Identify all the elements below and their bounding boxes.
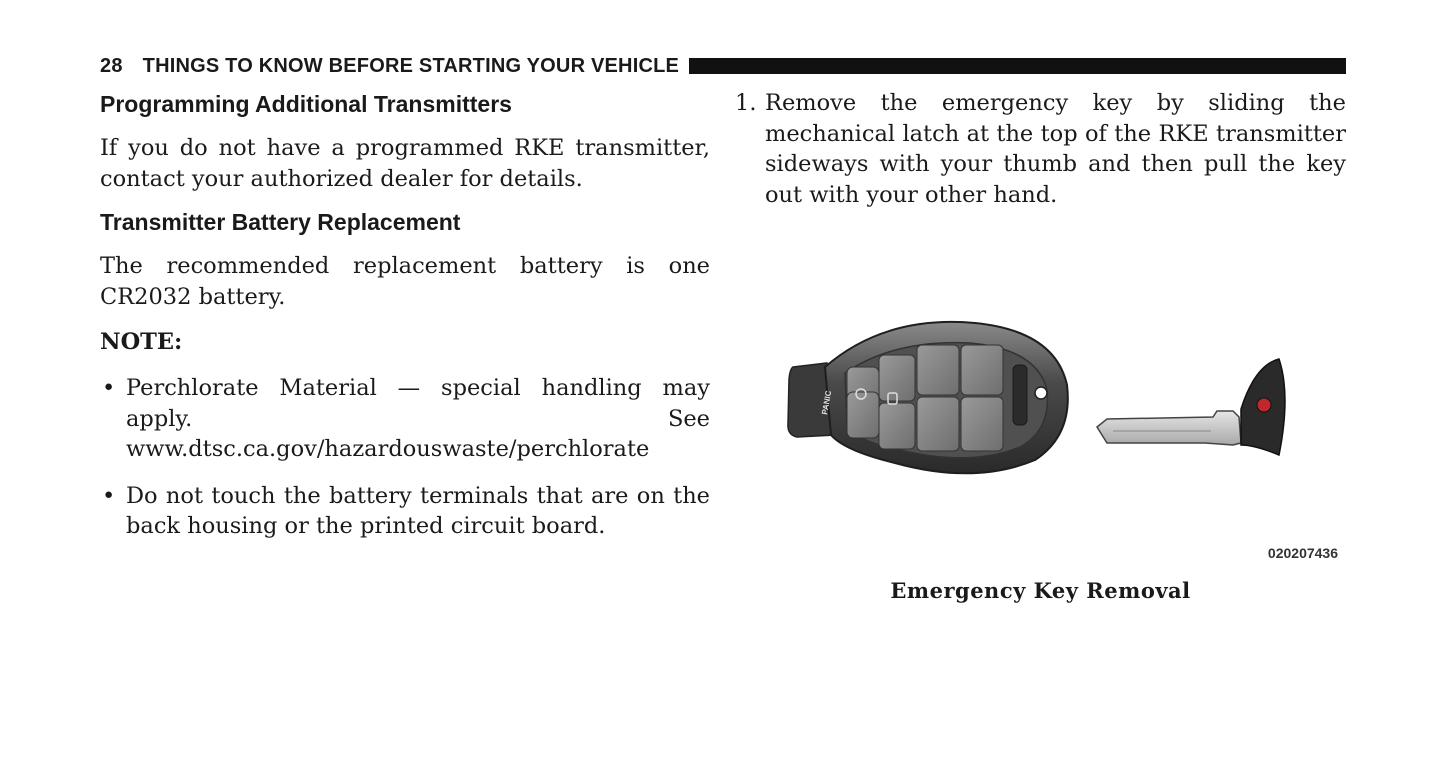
list-item-text: Do not touch the battery terminals that are on the back housing or the printed circuit board. bbox=[126, 482, 710, 539]
key-blade bbox=[1097, 411, 1241, 445]
step-item bbox=[735, 88, 1346, 210]
key-fob-illustration bbox=[735, 245, 1346, 565]
key-head-dot bbox=[1257, 398, 1271, 412]
paragraph-battery: The recommended replacement battery is one CR2032 battery. bbox=[100, 253, 710, 310]
right-column bbox=[735, 88, 1346, 210]
list-item-text: Perchlorate Material — special handling may apply. See www.dtsc.ca.gov/hazardouswaste/perchlorate bbox=[126, 375, 710, 462]
panic-label: PANIC bbox=[820, 389, 834, 416]
header-rule bbox=[689, 58, 1346, 74]
figure-caption: Emergency Key Removal bbox=[890, 578, 1191, 603]
heading-programming-transmitters: Programming Additional Transmitters bbox=[100, 91, 512, 117]
page-header bbox=[100, 54, 1346, 78]
list-item bbox=[100, 373, 710, 465]
figure-emergency-key bbox=[735, 245, 1346, 565]
heading-battery-replacement: Transmitter Battery Replacement bbox=[100, 209, 461, 235]
remote-fob bbox=[788, 322, 1068, 473]
section-title: THINGS TO KNOW BEFORE STARTING YOUR VEHICLE bbox=[142, 54, 680, 77]
note-list bbox=[100, 373, 710, 542]
list-item bbox=[100, 481, 710, 542]
step-number: 1. bbox=[735, 90, 757, 116]
step-text: Remove the emergency key by sliding the mechanical latch at the top of the RKE transmitter sideways with your thumb and then pull the key out with your other hand. bbox=[765, 90, 1346, 208]
key-ring-hole bbox=[1035, 387, 1047, 399]
bullet-icon: • bbox=[102, 482, 116, 509]
figure-code: 020207436 bbox=[1267, 545, 1338, 561]
paragraph-programming: If you do not have a programmed RKE transmitter, contact your authorized dealer for details. bbox=[100, 135, 710, 192]
emergency-key bbox=[1097, 359, 1285, 455]
note-label: NOTE: bbox=[100, 329, 183, 355]
left-column bbox=[100, 88, 710, 558]
page-number: 28 bbox=[100, 54, 123, 77]
bullet-icon: • bbox=[102, 375, 116, 401]
latch-slot bbox=[1013, 365, 1027, 425]
